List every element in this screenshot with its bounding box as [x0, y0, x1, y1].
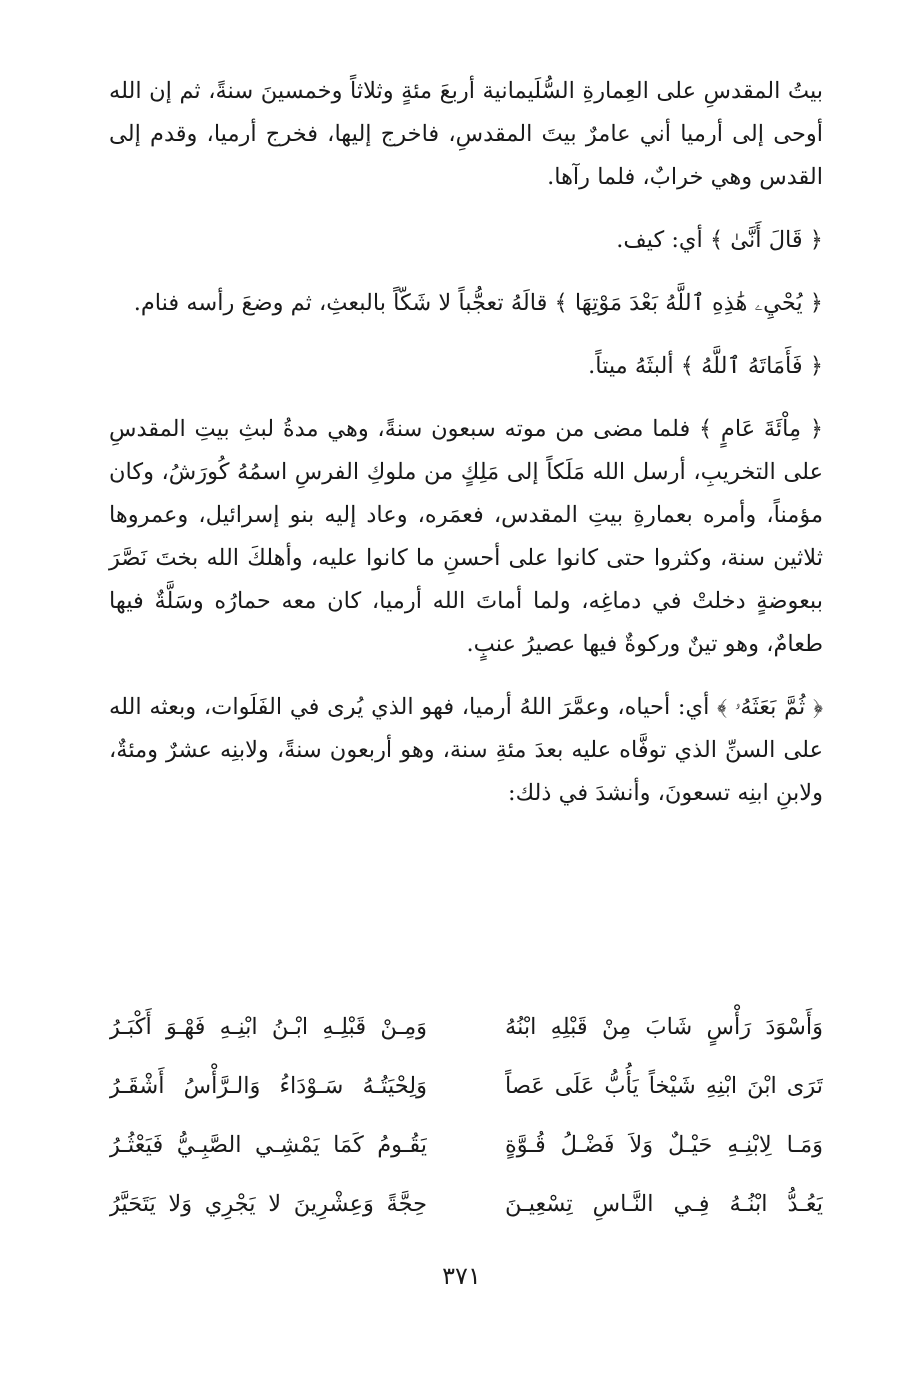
- verse-first-hemistich: وَمَـا لِابْنِـهِ حَيْـلٌ وَلاَ فَضْـلُ قُـوَّةٍ: [505, 1132, 823, 1158]
- verse-first-hemistich: يَعُـدُّ ابْنُـهُ فِـي النَّـاسِ تِسْعِيـنَ: [505, 1191, 823, 1217]
- quran-quote: ﴿ يُحْيِۦ هَٰذِهِ ٱللَّهُ بَعْدَ مَوْتِهَا ﴾: [554, 290, 823, 316]
- verse-line: [109, 1175, 823, 1234]
- paragraph-text: بيتُ المقدسِ على العِمارةِ السُّلَيمانية أربعَ مئةٍ وثلاثاً وخمسينَ سنةً، ثم إن الله أوحى إلى أرميا أني عامرٌ بيتَ المقدسِ، فاخرج إليها، فخرج أرميا، وقدم إلى القدس وهي خرابٌ، فلما رآها.: [109, 78, 823, 190]
- body-text: [109, 70, 823, 815]
- verse-second-hemistich: وَمِـنْ قَبْلِـهِ ابْـنُ ابْنِـهِ فَهْـوَ أَكْبَـرُ: [109, 1014, 427, 1040]
- verse-line: [109, 1057, 823, 1116]
- paragraph-4: [109, 345, 823, 388]
- paragraph-text: قالَهُ تعجُّباً لا شَكّاً بالبعثِ، ثم وضعَ رأسه فنام.: [133, 290, 555, 316]
- verse-first-hemistich: تَرَى ابْنَ ابْنِهِ شَيْخاً يَأُبُّ عَلَى عَصاً: [505, 1073, 823, 1099]
- poem-verses: [109, 998, 823, 1234]
- verse-second-hemistich: وَلِحْيَتُـهُ سَـوْدَاءُ وَالـرَّأْسُ أَشْقَـرُ: [109, 1073, 427, 1099]
- paragraph-text: فلما مضى من موته سبعون سنةً، وهي مدةُ لبثِ بيتِ المقدسِ على التخريبِ، أرسل الله مَلَكاً إلى مَلِكٍ من ملوكِ الفرسِ اسمُهُ كُورَشُ، وكان مؤمناً، وأمره بعمارةِ بيتِ المقدس، فعمَره، وعاد إليه بنو إسرائيل، وعمروها ثلاثين سنة، وكثروا حتى كانوا على أحسنِ ما كانوا عليه، وأهلكَ الله بختَ نَصَّرَ ببعوضةٍ دخلتْ في دماغِه، ولما أماتَ الله أرميا، كان معه حمارُه وسَلَّةٌ فيها طعامٌ، وهو تينٌ وركوةٌ فيها عصيرُ عنبٍ.: [109, 416, 823, 657]
- paragraph-text: أي: أحياه، وعمَّرَ اللهُ أرميا، فهو الذي يُرى في الفَلَوات، وبعثه الله على السنِّ الذي توفَّاه عليه بعدَ مئةِ سنة، وهو أربعون سنةً، ولابنِه عشرٌ ومئةٌ، ولابنِ ابنِه تسعونَ، وأنشدَ في ذلك:: [109, 694, 823, 806]
- quran-quote: ﴿ قَالَ أَنَّىٰ ﴾: [709, 227, 823, 253]
- verse-line: [109, 998, 823, 1057]
- paragraph-2: [109, 219, 823, 262]
- verse-first-hemistich: وَأَسْوَدَ رَأْسٍ شَابَ مِنْ قَبْلِهِ ابْنُهُ: [505, 1014, 823, 1040]
- verse-second-hemistich: حِجَّةً وَعِشْرِينَ لا يَجْرِي وَلا يَتَحَيَّرُ: [109, 1191, 427, 1217]
- paragraph-3: [109, 282, 823, 325]
- paragraph-text: أي: كيف.: [616, 227, 710, 253]
- page-number: ٣٧١: [442, 1262, 481, 1290]
- verse-line: [109, 1116, 823, 1175]
- verse-second-hemistich: يَقُـومُ كَمَا يَمْشِـي الصَّبِـيُّ فَيَعْثُـرُ: [109, 1132, 427, 1158]
- quran-quote: ﴿ ثُمَّ بَعَثَهُۥ ﴾: [717, 694, 823, 720]
- paragraph-5: [109, 408, 823, 666]
- paragraph-1: [109, 70, 823, 199]
- quran-quote: ﴿ فَأَمَاتَهُ ٱللَّهُ ﴾: [680, 353, 823, 379]
- paragraph-text: ألبثَهُ ميتاً.: [588, 353, 681, 379]
- paragraph-6: [109, 686, 823, 815]
- quran-quote: ﴿ مِاْئَةَ عَامٍ ﴾: [699, 416, 823, 442]
